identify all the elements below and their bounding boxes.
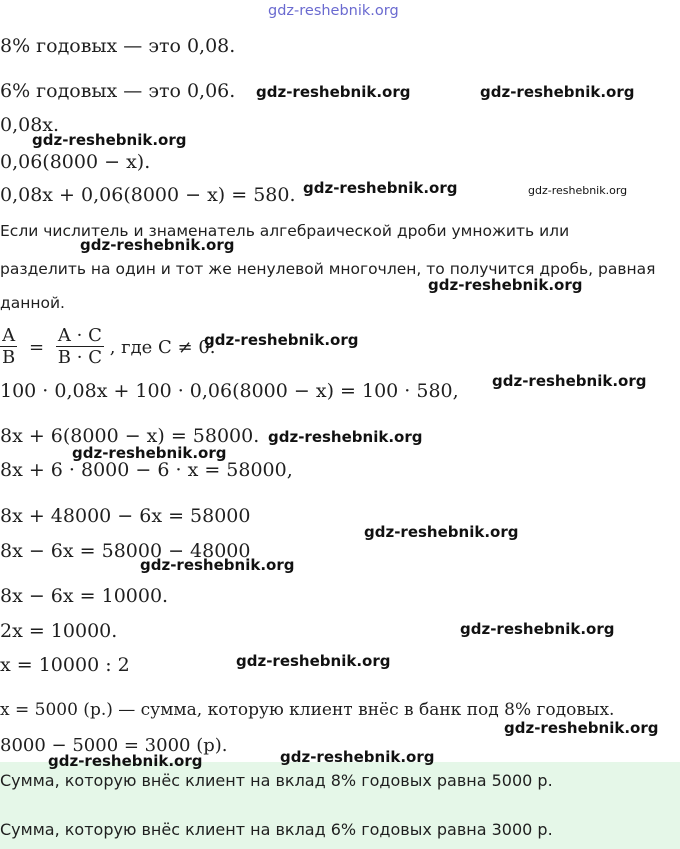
rule-paragraph-line-3: данной. bbox=[0, 294, 65, 312]
line-result-diff: 8x − 6x = 10000. bbox=[0, 585, 169, 607]
fraction-rule bbox=[0, 326, 216, 369]
answer-line-1: Сумма, которую внёс клиент на вклад 8% годовых равна 5000 р. bbox=[0, 771, 553, 790]
watermark: gdz-reshebnik.org bbox=[280, 748, 435, 766]
line-simplified: 8x + 6(8000 − x) = 58000. bbox=[0, 425, 260, 447]
watermark: gdz-reshebnik.org bbox=[428, 276, 583, 294]
watermark: gdz-reshebnik.org bbox=[492, 372, 647, 390]
line-expanded: 8x + 6 · 8000 − 6 · x = 58000, bbox=[0, 459, 293, 481]
fraction-right-denominator: B · C bbox=[57, 347, 102, 368]
answer-line-2: Сумма, которую внёс клиент на вклад 6% годовых равна 3000 р. bbox=[0, 820, 553, 839]
rule-paragraph-line-1: Если числитель и знаменатель алгебраической дроби умножить или bbox=[0, 222, 570, 240]
fraction-equals: = bbox=[28, 337, 45, 358]
fraction-left-denominator: B bbox=[2, 347, 16, 368]
line-2x: 2x = 10000. bbox=[0, 620, 118, 642]
watermark: gdz-reshebnik.org bbox=[204, 331, 359, 349]
line-expression-8: 0,08x. bbox=[0, 114, 60, 136]
fraction-right bbox=[56, 326, 104, 369]
answer-block bbox=[0, 762, 680, 849]
fraction-left bbox=[0, 326, 17, 369]
watermark: gdz-reshebnik.org bbox=[80, 236, 235, 254]
fraction-right-numerator: A · C bbox=[56, 326, 104, 347]
watermark: gdz-reshebnik.org bbox=[303, 179, 458, 197]
watermark: gdz-reshebnik.org bbox=[364, 523, 519, 541]
line-collect: 8x − 6x = 58000 − 48000 bbox=[0, 540, 251, 562]
watermark: gdz-reshebnik.org bbox=[72, 444, 227, 462]
watermark: gdz-reshebnik.org bbox=[140, 556, 295, 574]
line-sum: 8x + 48000 − 6x = 58000 bbox=[0, 505, 251, 527]
line-subtract: 8000 − 5000 = 3000 (р). bbox=[0, 735, 228, 756]
watermark: gdz-reshebnik.org bbox=[236, 652, 391, 670]
watermark: gdz-reshebnik.org bbox=[32, 131, 187, 149]
line-6-percent: 6% годовых — это 0,06. bbox=[0, 80, 236, 102]
watermark: gdz-reshebnik.org bbox=[256, 83, 411, 101]
line-expression-6: 0,06(8000 − x). bbox=[0, 151, 151, 173]
watermark: gdz-reshebnik.org bbox=[268, 428, 423, 446]
watermark: gdz-reshebnik.org bbox=[460, 620, 615, 638]
watermark: gdz-reshebnik.org bbox=[528, 184, 628, 197]
watermark: gdz-reshebnik.org bbox=[48, 752, 203, 770]
rule-paragraph-line-2: разделить на один и тот же ненулевой многочлен, то получится дробь, равная bbox=[0, 260, 656, 278]
line-8-percent: 8% годовых — это 0,08. bbox=[0, 35, 236, 57]
line-divide: x = 10000 : 2 bbox=[0, 654, 130, 676]
line-x-value: x = 5000 (р.) — сумма, которую клиент внёс в банк под 8% годовых. bbox=[0, 700, 615, 720]
watermark: gdz-reshebnik.org bbox=[504, 719, 659, 737]
watermark-top: gdz-reshebnik.org bbox=[268, 3, 399, 19]
fraction-condition: , где C ≠ 0. bbox=[109, 337, 216, 358]
fraction-left-numerator: A bbox=[0, 326, 17, 347]
line-equation: 0,08x + 0,06(8000 − x) = 580. bbox=[0, 184, 296, 206]
watermark: gdz-reshebnik.org bbox=[480, 83, 635, 101]
line-multiply-100: 100 · 0,08x + 100 · 0,06(8000 − x) = 100 · 580, bbox=[0, 380, 459, 402]
